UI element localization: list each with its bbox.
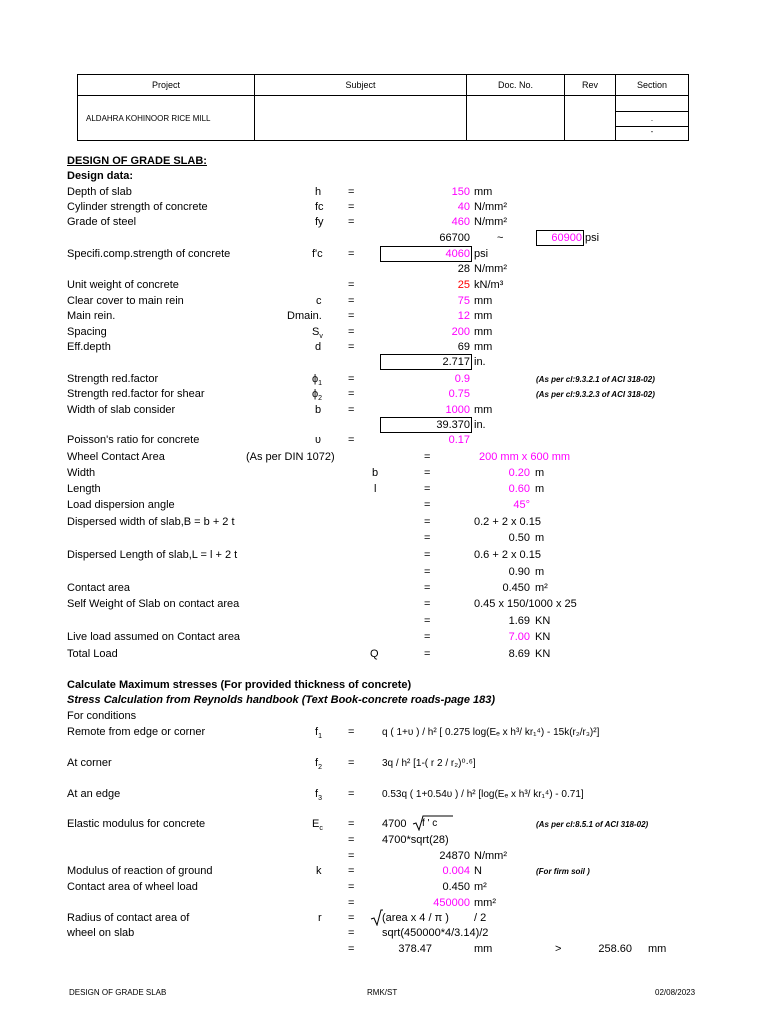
fpc-unit2: N/mm² (474, 263, 507, 275)
header-table (77, 74, 689, 141)
total-label: Total Load (67, 648, 118, 660)
effd-label: Eff.depth (67, 341, 111, 353)
design-data-label: Design data: (67, 170, 134, 182)
selfwt-eq: = (424, 598, 431, 610)
modulus-symbol: k (316, 865, 322, 877)
dwidth-eq: = (424, 516, 431, 528)
selfwt-expr: 0.45 x 150/1000 x 25 (474, 598, 577, 610)
conv-tilde: ~ (497, 232, 504, 244)
cover-label: Clear cover to main rein (67, 295, 184, 307)
contact-eq: = (424, 582, 431, 594)
effd-unit2: in. (474, 356, 486, 368)
live-unit: KN (535, 631, 551, 643)
modulus-note: (For firm soil ) (536, 867, 590, 876)
radius-expr1: (area x 4 / π ) (382, 912, 449, 924)
conv-b: 60900 (551, 232, 582, 244)
radius-value2: 258.60 (598, 943, 632, 955)
cawl-unit2: mm² (474, 897, 496, 909)
selfwt-value: 1.69 (508, 615, 530, 627)
header-subject-label: Subject (255, 75, 467, 96)
dwidth-label: Dispersed width of slab,B = b + 2 t (67, 516, 235, 528)
depth-eq: = (348, 186, 355, 198)
cover-eq: = (348, 295, 355, 307)
cawl-eq2: = (348, 897, 355, 909)
wwidth-unit: m (535, 467, 545, 479)
header-docno-label: Doc. No. (467, 75, 565, 96)
selfwt-label: Self Weight of Slab on contact area (67, 598, 240, 610)
header-project-value: ALDAHRA KOHINOOR RICE MILL (78, 96, 255, 141)
elastic-symbol: $E_c$ (312, 818, 323, 833)
section-dot: . (616, 112, 688, 127)
selfwt-unit: KN (535, 615, 551, 627)
radius-label1: Radius of contact area of (67, 912, 190, 924)
wca-eq: = (424, 451, 431, 463)
cawl-value: 0.450 (442, 881, 470, 893)
dlength-label: Dispersed Length of slab,L = l + 2 t (67, 549, 238, 561)
header-section-label: Section (616, 75, 689, 96)
f1-symbol: $f_1$ (315, 726, 322, 741)
wlength-eq: = (424, 483, 431, 495)
mainrein-eq: = (348, 310, 355, 322)
ldangle-value: 45° (513, 499, 530, 511)
radius-div: / 2 (474, 912, 487, 924)
dlength-eq2: = (424, 566, 431, 578)
footer-left: DESIGN OF GRADE SLAB (69, 988, 167, 997)
modulus-label: Modulus of reaction of ground (67, 865, 213, 877)
elastic-eq: = (348, 818, 355, 830)
width-value2: 39.370 (436, 419, 470, 431)
f2-symbol: $f_2$ (315, 757, 322, 772)
steel-value: 460 (451, 216, 470, 228)
effd-eq: = (348, 341, 355, 353)
dwidth-value: 0.50 (508, 532, 530, 544)
poisson-symbol: υ (315, 434, 322, 446)
dlength-value: 0.90 (508, 566, 530, 578)
fpc-value2: 28 (457, 263, 470, 275)
cyl-eq: = (348, 201, 355, 213)
unitwt-unit: kN/m³ (474, 279, 504, 291)
phi2-label: Strength red.factor for shear (67, 388, 205, 400)
depth-unit: mm (474, 186, 493, 198)
mainrein-unit: mm (474, 310, 493, 322)
poisson-label: Poisson's ratio for concrete (67, 434, 200, 446)
wwidth-value: 0.20 (508, 467, 530, 479)
cyl-value: 40 (457, 201, 470, 213)
cawl-unit: m² (474, 881, 487, 893)
radius-unit2: mm (648, 943, 667, 955)
dlength-unit: m (535, 566, 545, 578)
elastic-eq3: = (348, 850, 355, 862)
for-conditions: For conditions (67, 710, 137, 722)
header-rev-value (565, 96, 616, 141)
total-unit: KN (535, 648, 551, 660)
f3-label: At an edge (67, 788, 121, 800)
cawl-label: Contact area of wheel load (67, 881, 198, 893)
cyl-unit: N/mm² (474, 201, 507, 213)
radius-value: 378.47 (398, 943, 432, 955)
phi2-value: 0.75 (448, 388, 470, 400)
width-label: Width of slab consider (67, 404, 176, 416)
elastic-note: (As per cl:8.5.1 of ACI 318-02) (536, 820, 649, 829)
width-symbol: b (315, 404, 322, 416)
contact-label: Contact area (67, 582, 130, 594)
radius-unit: mm (474, 943, 493, 955)
spacing-label: Spacing (67, 326, 107, 338)
width-unit2: in. (474, 419, 486, 431)
width-value: 1000 (445, 404, 470, 416)
f3-symbol: $f_3$ (315, 788, 322, 803)
modulus-value: 0.004 (442, 865, 470, 877)
wca-value: 200 mm x 600 mm (479, 451, 571, 463)
elastic-eq2: = (348, 834, 355, 846)
live-value: 7.00 (508, 631, 530, 643)
f3-formula: 0.53q ( 1+0.54υ ) / h² [log(Eₑ x h³/ kr₁⁴) - 0.71] (382, 789, 584, 800)
ldangle-label: Load dispersion angle (67, 499, 175, 511)
footer-right: 02/08/2023 (655, 988, 696, 997)
wlength-value: 0.60 (508, 483, 530, 495)
page-title: DESIGN OF GRADE SLAB: (67, 155, 207, 167)
modulus-unit: N (474, 865, 482, 877)
effd-value: 69 (457, 341, 470, 353)
unitwt-value: 25 (457, 279, 470, 291)
selfwt-eq2: = (424, 615, 431, 627)
calc-heading: Calculate Maximum stresses (For provided thickness of concrete) (67, 679, 412, 691)
elastic-unit3: N/mm² (474, 850, 507, 862)
depth-label: Depth of slab (67, 186, 132, 198)
wlength-unit: m (535, 483, 545, 495)
radius-eq2: = (348, 927, 355, 939)
phi2-note: (As per cl:9.3.2.3 of ACI 318-02) (536, 390, 655, 399)
cover-value: 75 (457, 295, 470, 307)
mainrein-label: Main rein. (67, 310, 116, 322)
radius-gt: > (555, 943, 562, 955)
radius-eq: = (348, 912, 355, 924)
radius-expr2: sqrt(450000*4/3.14)/2 (382, 927, 489, 939)
wwidth-label: Width (67, 467, 96, 479)
width-unit: mm (474, 404, 493, 416)
dwidth-expr: 0.2 + 2 x 0.15 (474, 516, 541, 528)
header-subject-value (255, 96, 467, 141)
depth-symbol: h (315, 186, 322, 198)
contact-unit: m² (535, 582, 548, 594)
total-symbol: Q (370, 648, 379, 660)
effd-unit: mm (474, 341, 493, 353)
radius-label2: wheel on slab (67, 927, 135, 939)
wca-label: Wheel Contact Area (67, 451, 165, 463)
phi2-symbol: $\phi_2$ (312, 388, 323, 403)
wlength-label: Length (67, 483, 101, 495)
wwidth-eq: = (424, 467, 431, 479)
steel-symbol: fy (315, 216, 324, 228)
conv-a: 66700 (439, 232, 470, 244)
live-eq: = (424, 631, 431, 643)
phi1-label: Strength red.factor (67, 373, 159, 385)
dlength-eq: = (424, 549, 431, 561)
header-rev-label: Rev (565, 75, 616, 96)
wlength-symbol: l (374, 483, 377, 495)
header-project-label: Project (78, 75, 255, 96)
elastic-v3: 24870 (439, 850, 470, 862)
modulus-eq: = (348, 865, 355, 877)
depth-value: 150 (451, 186, 470, 198)
cyl-symbol: fc (315, 201, 324, 213)
f1-label: Remote from edge or corner (67, 726, 206, 738)
elastic-v1: 4700 (382, 818, 407, 830)
radius-symbol: r (318, 912, 322, 924)
radius-eq3: = (348, 943, 355, 955)
phi1-value: 0.9 (454, 373, 470, 385)
steel-label: Grade of steel (67, 216, 137, 228)
wwidth-symbol: b (372, 467, 379, 479)
effd-symbol: d (315, 341, 322, 353)
cawl-value2: 450000 (433, 897, 470, 909)
cyl-label: Cylinder strength of concrete (67, 201, 208, 213)
mainrein-symbol: Dmain. (287, 310, 322, 322)
elastic-v2: 4700*sqrt(28) (382, 834, 449, 846)
fpc-eq: = (348, 248, 355, 260)
width-eq: = (348, 404, 355, 416)
f1-eq: = (348, 726, 355, 738)
wca-ref: (As per DIN 1072) (246, 451, 335, 463)
dwidth-unit: m (535, 532, 545, 544)
phi1-symbol: $\phi_1$ (312, 373, 323, 388)
total-eq: = (424, 648, 431, 660)
section-dash: - (650, 127, 654, 136)
conv-unit: psi (585, 232, 600, 244)
unitwt-label: Unit weight of concrete (67, 279, 179, 291)
cover-unit: mm (474, 295, 493, 307)
steel-unit: N/mm² (474, 216, 507, 228)
fpc-unit: psi (474, 248, 489, 260)
f1-formula: q ( 1+υ ) / h² [ 0.275 log(Eₑ x h³/ kr₁⁴) - 15k(r₂/r₃)²] (382, 727, 600, 738)
ldangle-eq: = (424, 499, 431, 511)
f2-formula: 3q / h² [1-( r 2 / r₂)⁰·⁶] (382, 758, 476, 769)
f3-eq: = (348, 788, 355, 800)
mainrein-value: 12 (457, 310, 470, 322)
header-section-value (616, 96, 689, 141)
f2-eq: = (348, 757, 355, 769)
unitwt-eq: = (348, 279, 355, 291)
dwidth-eq2: = (424, 532, 431, 544)
elastic-label: Elastic modulus for concrete (67, 818, 206, 830)
spacing-unit: mm (474, 326, 493, 338)
header-docno-value (467, 96, 565, 141)
f2-label: At corner (67, 757, 112, 769)
spacing-symbol: $S_v$ (312, 326, 323, 341)
poisson-eq: = (348, 434, 355, 446)
elastic-root: f ' c (422, 818, 438, 829)
fpc-symbol: f'c (312, 248, 323, 260)
calc-subheading: Stress Calculation from Reynolds handbook (Text Book-concrete roads-page 183) (67, 694, 496, 706)
phi1-note: (As per cl:9.3.2.1 of ACI 318-02) (536, 375, 655, 384)
fpc-value: 4060 (445, 248, 470, 260)
fpc-label: Specifi.comp.strength of concrete (67, 248, 231, 260)
steel-eq: = (348, 216, 355, 228)
contact-value: 0.450 (502, 582, 530, 594)
dlength-expr: 0.6 + 2 x 0.15 (474, 549, 541, 561)
cover-symbol: c (316, 295, 322, 307)
footer-center: RMK/ST (367, 988, 398, 997)
effd-value2: 2.717 (442, 356, 470, 368)
spacing-eq: = (348, 326, 355, 338)
spacing-value: 200 (451, 326, 470, 338)
poisson-value: 0.17 (448, 434, 470, 446)
total-value: 8.69 (508, 648, 530, 660)
phi1-eq: = (348, 373, 355, 385)
live-label: Live load assumed on Contact area (67, 631, 241, 643)
cawl-eq: = (348, 881, 355, 893)
phi2-eq: = (348, 388, 355, 400)
